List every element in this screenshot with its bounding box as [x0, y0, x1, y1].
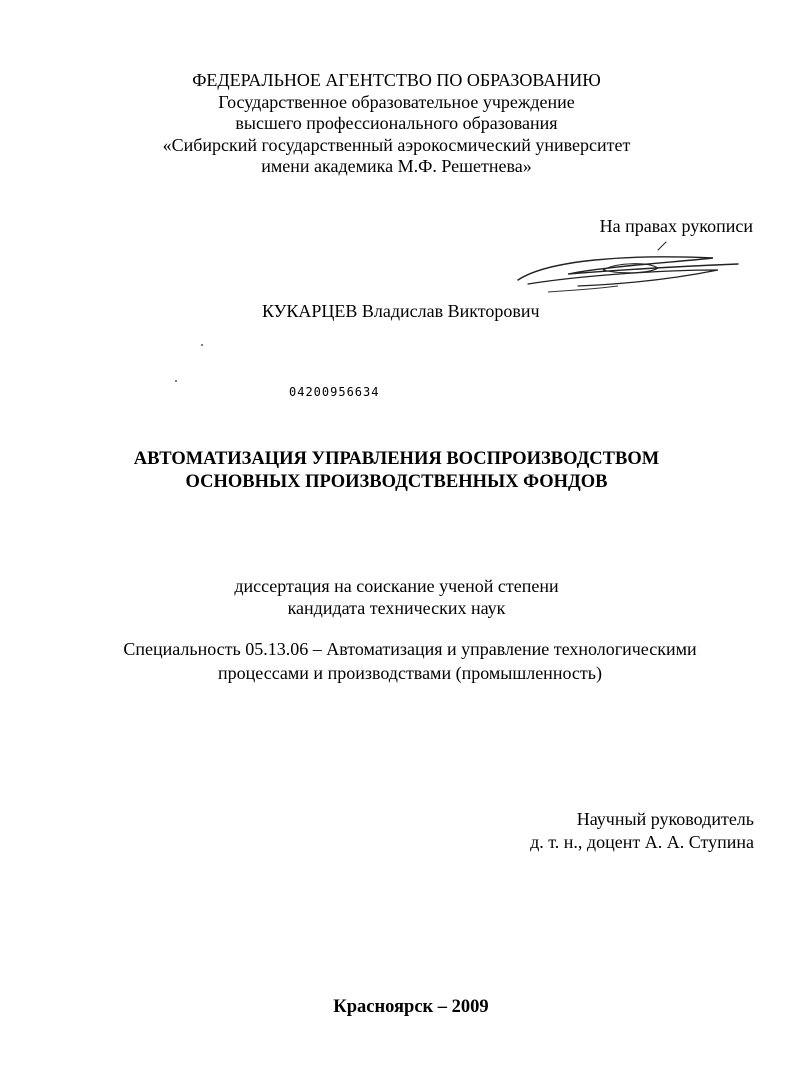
agency-name: ФЕДЕРАЛЬНОЕ АГЕНТСТВО ПО ОБРАЗОВАНИЮ	[192, 70, 601, 90]
degree-line: диссертация на соискание ученой степени	[234, 576, 559, 596]
author-name: КУКАРЦЕВ Владислав Викторович	[262, 301, 540, 321]
title-line: АВТОМАТИЗАЦИЯ УПРАВЛЕНИЯ ВОСПРОИЗВОДСТВОМ	[133, 449, 660, 469]
degree-line: кандидата технических наук	[287, 597, 506, 618]
specialty-line: Специальность 05.13.06 – Автоматизация и управление технологическими	[123, 639, 697, 659]
scan-speck	[201, 344, 203, 346]
city-year: Красноярск – 2009	[333, 997, 489, 1017]
scientific-advisor	[530, 808, 754, 853]
dissertation-title	[0, 448, 793, 494]
specialty-line: процессами и производствами (промышленность)	[218, 663, 602, 683]
degree-statement	[0, 576, 793, 619]
manuscript-rights-note: На правах рукописи	[599, 216, 753, 236]
institution-level: высшего профессионального образования	[235, 113, 558, 133]
institution-type: Государственное образовательное учреждение	[218, 91, 575, 112]
specialty-statement	[0, 637, 793, 685]
author-signature	[508, 240, 748, 298]
registration-number-stamp: 04200956634	[289, 385, 380, 399]
advisor-name: д. т. н., доцент А. А. Ступина	[530, 831, 754, 852]
university-name: «Сибирский государственный аэрокосмический университет	[162, 134, 631, 155]
title-line: ОСНОВНЫХ ПРОИЗВОДСТВЕННЫХ ФОНДОВ	[185, 472, 608, 492]
university-name-suffix: имени академика М.Ф. Решетнева»	[261, 156, 532, 176]
scan-speck	[175, 380, 177, 382]
institution-header	[0, 70, 793, 178]
advisor-role: Научный руководитель	[576, 809, 754, 829]
